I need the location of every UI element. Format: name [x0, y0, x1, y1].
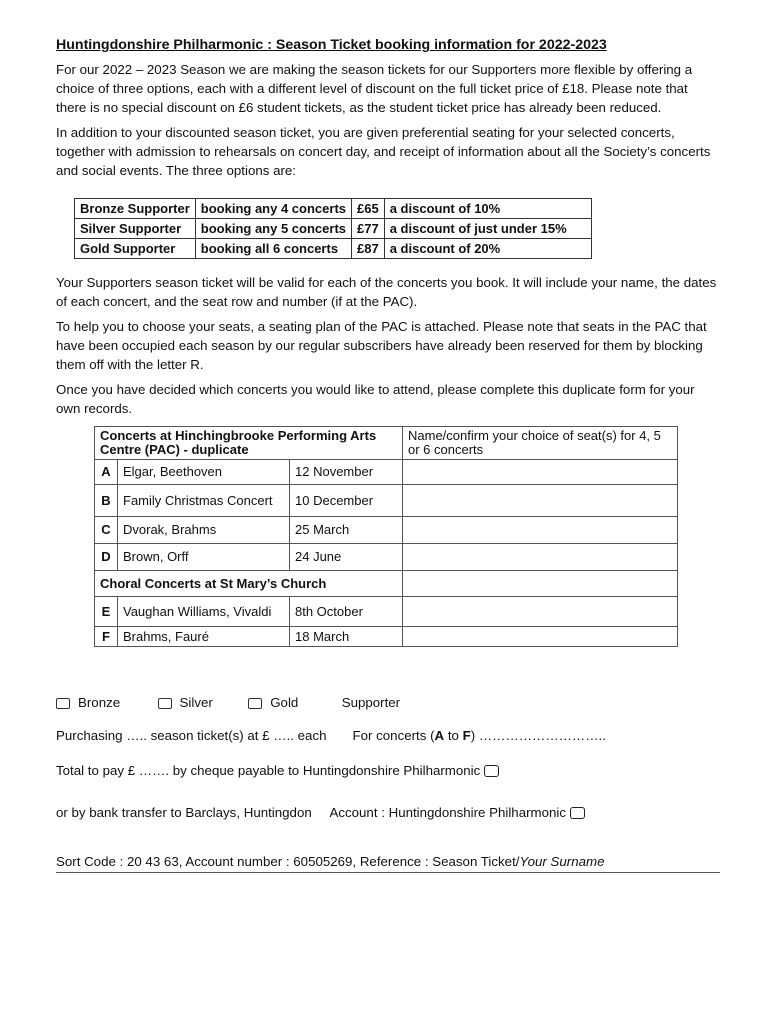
seat-choice-cell[interactable] [403, 571, 678, 597]
concert-date: 25 March [290, 517, 403, 544]
seat-choice-cell[interactable] [403, 460, 678, 485]
concert-letter: B [95, 485, 118, 517]
benefits-paragraph: In addition to your discounted season ticket, you are given preferential seating for your selected concerts, together with admission to rehearsals on concert day, and receipt of information about all the Society’s concerts and social events. The three options are: [56, 125, 711, 178]
supporter-level-choice [56, 693, 400, 712]
seat-choice-cell[interactable] [403, 597, 678, 627]
seat-choice-cell[interactable] [403, 485, 678, 517]
option-booking: booking all 6 concerts [195, 239, 351, 259]
concert-program: Vaughan Williams, Vivaldi [118, 597, 290, 627]
concert-letter: E [95, 597, 118, 627]
letter-f: F [462, 728, 471, 743]
concert-program: Brown, Orff [118, 544, 290, 571]
concert-date: 12 November [290, 460, 403, 485]
option-level: Bronze Supporter [75, 199, 196, 219]
bronze-checkbox[interactable] [56, 698, 70, 709]
concert-date: 10 December [290, 485, 403, 517]
total-line [56, 761, 499, 780]
letter-a: A [434, 728, 445, 743]
form-instructions-paragraph: Once you have decided which concerts you would like to attend, please complete this duplicate form for your own records. [56, 382, 695, 416]
concert-date: 18 March [290, 627, 403, 647]
option-row [75, 199, 592, 219]
gold-checkbox[interactable] [248, 698, 262, 709]
concert-date: 8th October [290, 597, 403, 627]
concerts-range-text: For concerts ( [352, 728, 435, 743]
concert-letter: C [95, 517, 118, 544]
option-price: £87 [352, 239, 385, 259]
sort-code-line [56, 852, 605, 871]
page-title: Huntingdonshire Philharmonic : Season Ticket booking information for 2022-2023 [56, 37, 607, 53]
option-price: £77 [352, 219, 385, 239]
option-row [75, 219, 592, 239]
supporter-label: Supporter [341, 695, 401, 710]
seat-choice-cell[interactable] [403, 517, 678, 544]
silver-checkbox[interactable] [158, 698, 172, 709]
concert-letter: F [95, 627, 118, 647]
seat-choice-header: Name/confirm your choice of seat(s) for 4, 5 or 6 concerts [403, 427, 678, 460]
total-text: Total to pay £ ……. by cheque payable to Huntingdonshire Philharmonic [56, 763, 481, 778]
bank-text: or by bank transfer to Barclays, Huntingdon Account : Huntingdonshire Philharmonic [56, 805, 566, 820]
concerts-blank: ) ……………………….. [470, 728, 606, 743]
to-text: to [444, 728, 463, 743]
validity-paragraph: Your Supporters season ticket will be valid for each of the concerts you book. It will include your name, the dates of each concert, and the seat row and number (if at the PAC). [56, 275, 717, 309]
options-table [74, 198, 592, 259]
option-discount: a discount of just under 15% [384, 219, 591, 239]
concerts-table [94, 426, 678, 647]
intro-paragraph: For our 2022 – 2023 Season we are making the season tickets for our Supporters more flexible by offering a choice of three options, each with a different level of discount on the full ticket price of £18. Please note that there is no special discount on £6 student tickets, as the student ticket price has already been reduced. [56, 62, 693, 115]
seat-choice-cell[interactable] [403, 544, 678, 571]
concert-letter: D [95, 544, 118, 571]
bronze-label: Bronze [78, 695, 121, 710]
option-level: Silver Supporter [75, 219, 196, 239]
option-level: Gold Supporter [75, 239, 196, 259]
bank-transfer-checkbox[interactable] [570, 807, 585, 819]
concert-date: 24 June [290, 544, 403, 571]
pac-header: Concerts at Hinchingbrooke Performing Arts Centre (PAC) - duplicate [95, 427, 403, 460]
concert-program: Family Christmas Concert [118, 485, 290, 517]
concert-program: Brahms, Fauré [118, 627, 290, 647]
option-discount: a discount of 20% [384, 239, 591, 259]
surname-text: Your Surname [519, 854, 605, 869]
concert-program: Elgar, Beethoven [118, 460, 290, 485]
option-booking: booking any 5 concerts [195, 219, 351, 239]
document-page [56, 36, 720, 647]
sort-code-text: Sort Code : 20 43 63, Account number : 60505269, Reference : Season Ticket/ [56, 854, 520, 869]
divider [56, 872, 720, 873]
seating-paragraph: To help you to choose your seats, a seating plan of the PAC is attached. Please note that seats in the PAC that have been occupied each season by our regular subscribers have already been reserved for them by blocking them off with the letter R. [56, 319, 707, 372]
purchasing-line [56, 726, 606, 745]
option-discount: a discount of 10% [384, 199, 591, 219]
option-row [75, 239, 592, 259]
gold-label: Gold [270, 695, 299, 710]
concert-program: Dvorak, Brahms [118, 517, 290, 544]
concert-letter: A [95, 460, 118, 485]
bank-line [56, 803, 585, 822]
cheque-checkbox[interactable] [484, 765, 499, 777]
silver-label: Silver [179, 695, 213, 710]
option-booking: booking any 4 concerts [195, 199, 351, 219]
purchasing-text: Purchasing ….. season ticket(s) at £ ….. each [56, 728, 327, 743]
church-header: Choral Concerts at St Mary’s Church [95, 571, 403, 597]
seat-choice-cell[interactable] [403, 627, 678, 647]
option-price: £65 [352, 199, 385, 219]
